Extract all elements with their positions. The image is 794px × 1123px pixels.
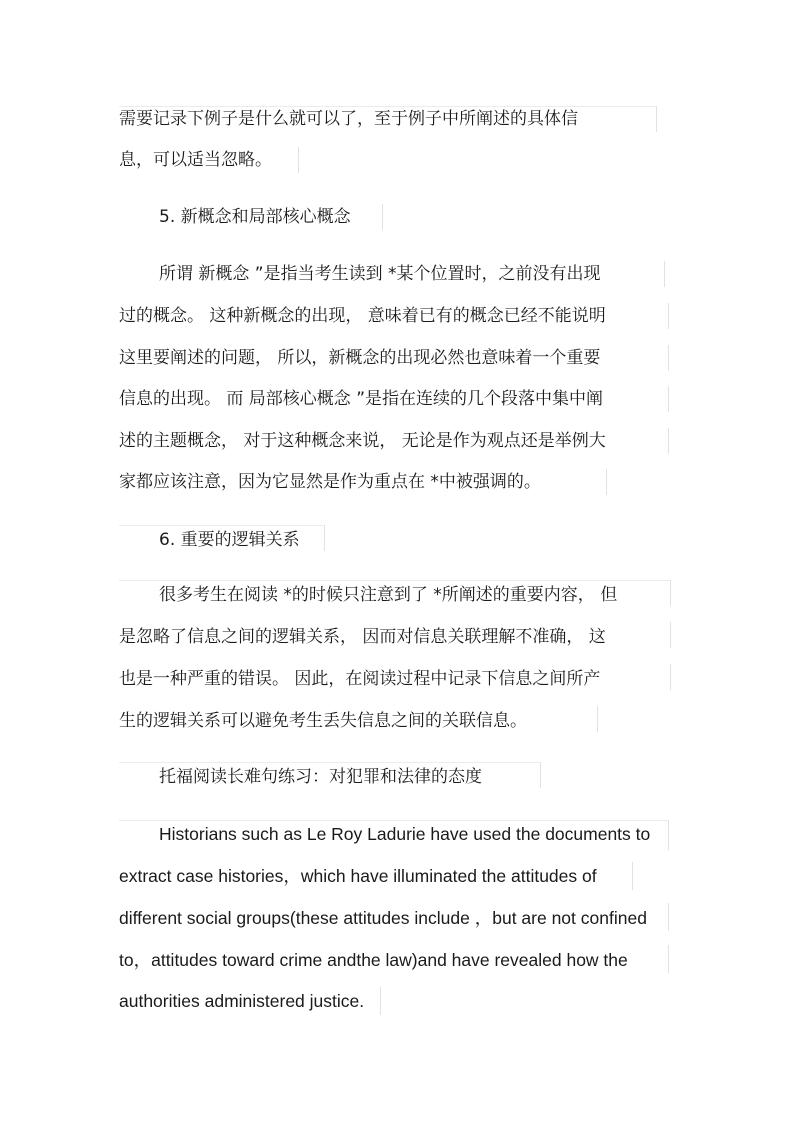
- divider: [668, 386, 669, 412]
- divider: [664, 261, 665, 287]
- divider: [668, 303, 669, 329]
- divider: [668, 820, 669, 850]
- divider: [656, 106, 657, 132]
- divider: [119, 106, 657, 107]
- english-text-line: different social groups(these attitudes include ，but are not confined: [119, 908, 647, 928]
- divider: [670, 622, 671, 648]
- divider: [668, 945, 669, 973]
- body-text-line: 也是一种严重的错误。 因此，在阅读过程中记录下信息之间所产: [119, 669, 601, 689]
- divider: [632, 862, 633, 890]
- body-text-line: 息，可以适当忽略。: [119, 150, 272, 170]
- english-text-line: Historians such as Le Roy Ladurie have used the documents to: [159, 824, 651, 844]
- divider: [606, 469, 607, 495]
- divider: [119, 580, 670, 581]
- body-text-line: 过的概念。 这种新概念的出现， 意味着已有的概念已经不能说明: [119, 306, 606, 326]
- body-text-line: 需要记录下例子是什么就可以了，至于例子中所阐述的具体信: [119, 109, 578, 129]
- divider: [668, 903, 669, 931]
- body-text-line: 述的主题概念， 对于这种概念来说， 无论是作为观点还是举例大: [119, 431, 606, 451]
- divider: [298, 147, 299, 173]
- divider: [540, 762, 541, 788]
- body-text-line: 生的逻辑关系可以避免考生丢失信息之间的关联信息。: [119, 711, 527, 731]
- divider: [670, 580, 671, 606]
- divider: [324, 525, 325, 551]
- divider: [597, 706, 598, 732]
- practice-heading: 托福阅读长难句练习：对犯罪和法律的态度: [159, 767, 482, 787]
- divider: [119, 762, 540, 763]
- section-heading: 5. 新概念和局部核心概念: [159, 207, 351, 227]
- divider: [380, 987, 381, 1015]
- body-text-line: 很多考生在阅读 *的时候只注意到了 *所阐述的重要内容， 但: [159, 585, 618, 605]
- divider: [668, 428, 669, 454]
- body-text-line: 是忽略了信息之间的逻辑关系， 因而对信息关联理解不准确， 这: [119, 627, 606, 647]
- body-text-line: 这里要阐述的问题， 所以，新概念的出现必然也意味着一个重要: [119, 348, 601, 368]
- divider: [119, 820, 668, 821]
- divider: [668, 345, 669, 371]
- english-text-line: extract case histories，which have illuminated the attitudes of: [119, 866, 597, 886]
- divider: [670, 664, 671, 690]
- section-heading: 6. 重要的逻辑关系: [159, 530, 300, 550]
- body-text-line: 家都应该注意，因为它显然是作为重点在 *中被强调的。: [119, 472, 541, 492]
- body-text-line: 所谓 新概念 ”是指当考生读到 *某个位置时，之前没有出现: [159, 264, 601, 284]
- english-text-line: authorities administered justice.: [119, 991, 365, 1011]
- divider: [119, 525, 324, 526]
- body-text-line: 信息的出现。 而 局部核心概念 ”是指在连续的几个段落中集中阐: [119, 389, 604, 409]
- divider: [382, 204, 383, 230]
- english-text-line: to，attitudes toward crime andthe law)and have revealed how the: [119, 950, 628, 970]
